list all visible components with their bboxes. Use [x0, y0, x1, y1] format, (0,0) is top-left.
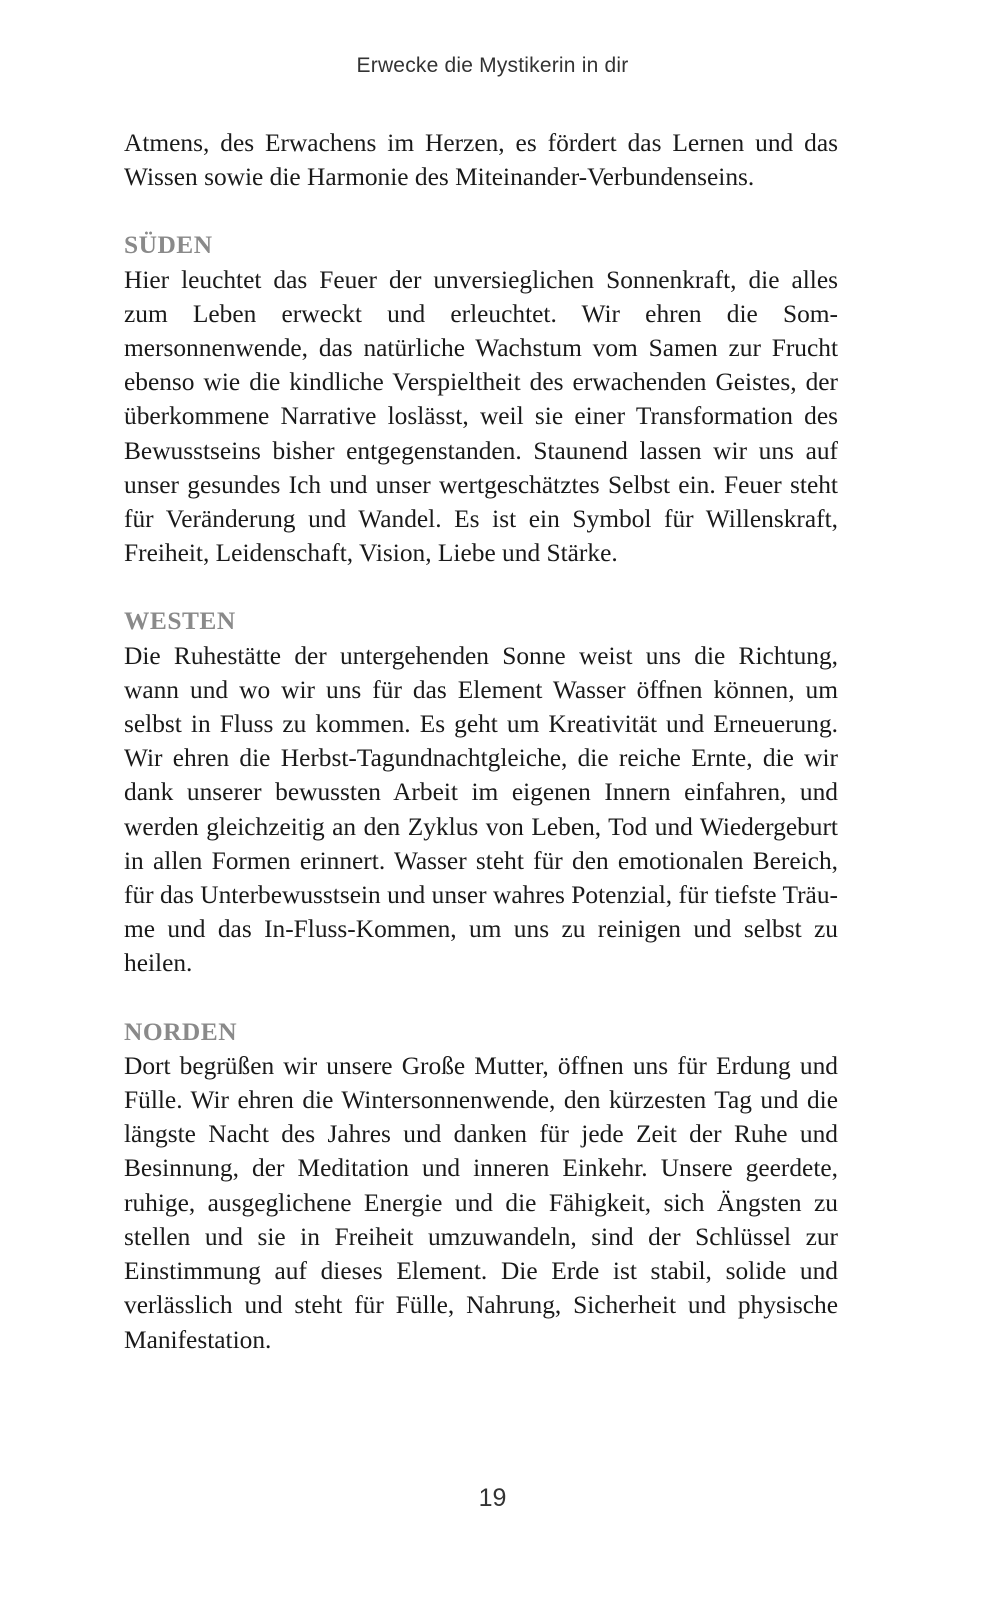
running-header: Erwecke die Mystikerin in dir [356, 54, 629, 77]
section-sueden [124, 228, 838, 570]
section-westen [124, 604, 838, 980]
section-heading-norden: NORDEN [124, 1017, 238, 1046]
section-heading-sueden: SÜDEN [124, 231, 213, 260]
section-text-sueden: Hier leuchtet das Feuer der unversieglichen Sonnenkraft, die alles zum Leben erweckt und erleuchtet. Wir ehren die Sommersonnenwende, das natürliche Wachstum vom Samen zur Frucht ebenso wie die kindliche Verspieltheit des erwachenden Geistes, der überkommene Narrative loslässt, weil sie einer Transformation des Bewusstseins bisher entgegenstanden. Staunend lassen wir uns auf unser gesundes Ich und unser wertgeschätztes Selbst ein. Feuer steht für Veränderung und Wandel. Es ist ein Symbol für Willenskraft, Freiheit, Leidenschaft, Vision, Liebe und Stärke. [124, 265, 838, 568]
section-text-westen: Die Ruhestätte der untergehenden Sonne weist uns die Richtung, wann und wo wir uns für das Element Wasser öffnen können, um selbst in Fluss zu kommen. Es geht um Kreativität und Erneuerung. Wir ehren die Herbst-Tagundnachtgleiche, die reiche Ernte, die wir dank unserer bewussten Arbeit im eigenen Innern einfahren, und werden gleichzeitig an den Zyklus von Leben, Tod und Wiedergeburt in allen Formen erinnert. Wasser steht für den emotionalen Bereich, für das Unterbewusstsein und unser wahres Potenzial, für tiefste Träume und das In-Fluss-Kommen, um uns zu reinigen und selbst zu heilen. [124, 641, 838, 978]
page-body [124, 126, 838, 1357]
section-norden [124, 1015, 838, 1357]
page-number: 19 [478, 1484, 507, 1512]
intro-paragraph: Atmens, des Erwachens im Herzen, es fördert das Lernen und das Wissen sowie die Harmonie des Miteinander-Verbundenseins. [124, 129, 838, 192]
section-text-norden: Dort begrüßen wir unsere Große Mutter, öffnen uns für Erdung und Fülle. Wir ehren die Wintersonnenwende, den kürzesten Tag und die längste Nacht des Jahres und danken für jede Zeit der Ruhe und Besinnung, der Meditation und inneren Einkehr. Unsere geerdete, ruhige, ausgeglichene Energie und die Fähigkeit, sich Ängsten zu stellen und sie in Freiheit umzuwandeln, sind der Schlüssel zur Einstimmung auf dieses Element. Die Erde ist stabil, solide und verlässlich und steht für Fülle, Nahrung, Sicherheit und physische Manifestation. [124, 1051, 838, 1354]
section-heading-westen: WESTEN [124, 607, 236, 636]
